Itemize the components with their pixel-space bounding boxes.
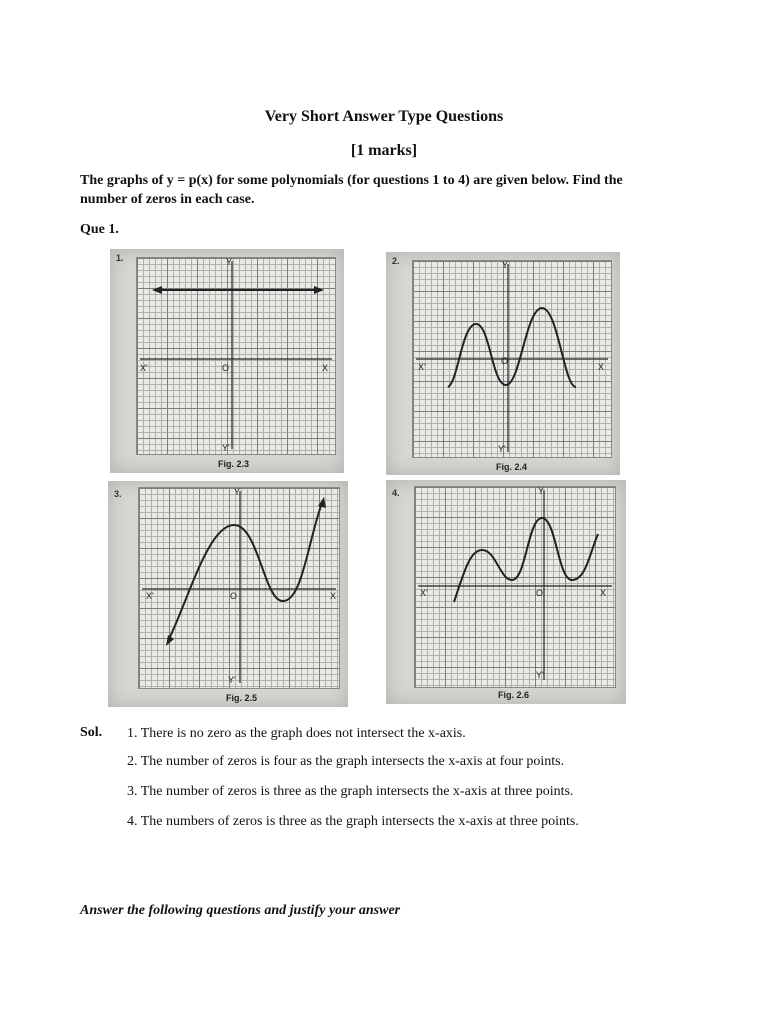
- figure-4-origin-label: O: [536, 588, 544, 598]
- instruction-line-2: number of zeros in each case.: [80, 192, 255, 207]
- figure-3-xneg-label: X': [146, 591, 154, 601]
- figure-4-caption: Fig. 2.6: [498, 690, 530, 700]
- figure-2-y-label: Y: [502, 260, 509, 270]
- figure-1-y-label: Y: [226, 257, 233, 267]
- figure-1: [110, 249, 344, 473]
- solution-answer-2: 2. The number of zeros is four as the graph intersects the x-axis at four points.: [127, 754, 565, 769]
- figure-2-origin-label: O: [501, 356, 509, 366]
- figure-1-origin-label: O: [222, 363, 230, 373]
- figure-4-y-label: Y: [538, 486, 545, 496]
- question-label: Que 1.: [80, 222, 119, 237]
- figure-3-y-label: Y: [234, 487, 241, 497]
- figure-3-caption: Fig. 2.5: [226, 693, 258, 703]
- figure-4-x-label: X: [600, 588, 607, 598]
- figure-4-yneg-label: Y': [536, 670, 544, 680]
- solution-answer-3: 3. The number of zeros is three as the graph intersects the x-axis at three points.: [127, 784, 574, 799]
- figure-1-caption: Fig. 2.3: [218, 459, 250, 469]
- solution-answer-4: 4. The numbers of zeros is three as the graph intersects the x-axis at three points.: [127, 814, 579, 829]
- figure-3-x-label: X: [330, 591, 337, 601]
- figure-3-number: 3.: [114, 489, 122, 499]
- figure-3-yneg-label: Y': [228, 675, 236, 685]
- figure-2-caption: Fig. 2.4: [496, 462, 528, 472]
- solution-answer-1: 1. There is no zero as the graph does not intersect the x-axis.: [127, 726, 466, 741]
- figure-1-number: 1.: [116, 253, 124, 263]
- solution-label: Sol.: [80, 725, 103, 740]
- figure-1-plot: [110, 249, 344, 473]
- figure-2-yneg-label: Y': [498, 444, 506, 454]
- figure-2-x-label: X: [598, 362, 605, 372]
- figure-4: [386, 480, 626, 704]
- instruction-line-1: The graphs of y = p(x) for some polynomials (for questions 1 to 4) are given below. Find the: [80, 173, 623, 188]
- figure-4-xneg-label: X': [420, 588, 428, 598]
- figure-1-yneg-label: Y': [222, 443, 230, 453]
- marks-label: [1 marks]: [350, 142, 418, 159]
- figure-3-plot: [108, 481, 348, 707]
- figure-2-xneg-label: X': [418, 362, 426, 372]
- figure-3: [108, 481, 348, 707]
- page-heading: Very Short Answer Type Questions: [264, 108, 504, 125]
- figure-2: [386, 252, 620, 475]
- figure-1-xneg-label: X': [140, 363, 148, 373]
- figure-2-plot: [386, 252, 620, 475]
- figure-4-number: 4.: [392, 488, 400, 498]
- figure-1-x-label: X: [322, 363, 329, 373]
- footer-prompt: Answer the following questions and justify your answer: [80, 903, 401, 918]
- figure-3-origin-label: O: [230, 591, 238, 601]
- figure-2-number: 2.: [392, 256, 400, 266]
- figure-4-plot: [386, 480, 626, 704]
